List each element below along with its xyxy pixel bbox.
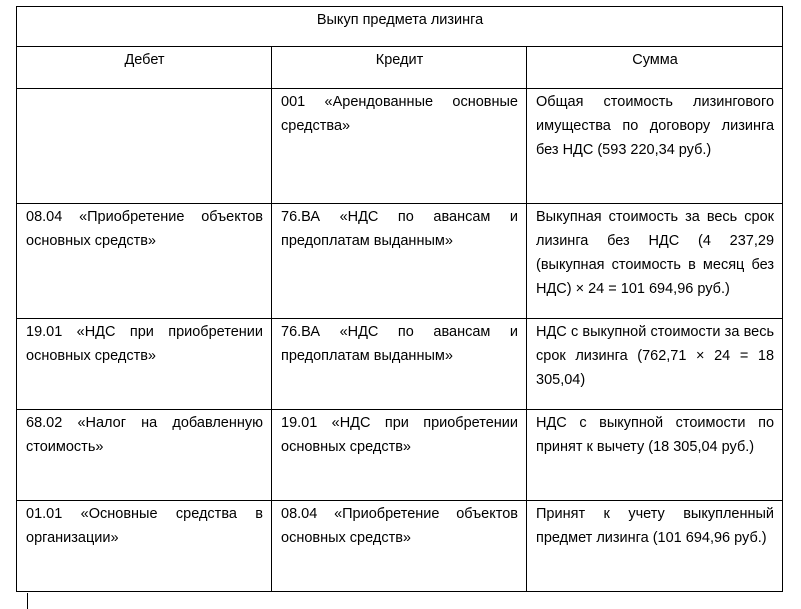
cell-credit[interactable]: [272, 410, 527, 501]
table-row: [17, 410, 783, 501]
cell-debit-text: 19.01 «НДС при приобретении основных средств»: [26, 324, 263, 364]
cell-debit[interactable]: [17, 319, 272, 410]
header-debit[interactable]: Дебет: [17, 47, 272, 89]
cell-sum-text: Выкупная стоимость за весь срок лизинга без НДС (4 237,29 (выкупная стоимость в месяц без НДС) × 24 = 101 694,96 руб.): [536, 209, 775, 297]
cell-sum-text: НДС с выкупной стоимости за весь срок лизинга (762,71 × 24 = 18 305,04): [536, 324, 775, 388]
cell-sum-text: Общая стоимость лизингового имущества по договору лизинга без НДС (593 220,34 руб.): [536, 94, 775, 158]
cell-sum[interactable]: [527, 319, 783, 410]
table-row: [17, 501, 783, 592]
leasing-buyout-table: [16, 6, 783, 592]
cell-credit-text: 19.01 «НДС при приобретении основных средств»: [281, 415, 518, 455]
table-title-row: [17, 7, 783, 47]
cell-debit[interactable]: [17, 410, 272, 501]
cell-sum[interactable]: [527, 204, 783, 319]
cell-credit[interactable]: [272, 89, 527, 204]
header-credit[interactable]: Кредит: [272, 47, 527, 89]
cell-credit[interactable]: [272, 204, 527, 319]
table-row: [17, 204, 783, 319]
text-cursor: [27, 593, 28, 609]
cell-debit[interactable]: [17, 89, 272, 204]
cell-sum[interactable]: [527, 410, 783, 501]
table-title[interactable]: Выкуп предмета лизинга: [17, 7, 783, 47]
cell-sum[interactable]: [527, 501, 783, 592]
cell-credit-text: 76.ВА «НДС по авансам и предоплатам выданным»: [281, 209, 518, 249]
cell-sum-text: Принят к учету выкупленный предмет лизинга (101 694,96 руб.): [536, 506, 775, 546]
header-sum[interactable]: Сумма: [527, 47, 783, 89]
cell-sum-text: НДС с выкупной стоимости по принят к вычету (18 305,04 руб.): [536, 415, 775, 455]
table-header-row: [17, 47, 783, 89]
cell-debit-text: 01.01 «Основные средства в организации»: [26, 506, 263, 546]
cell-debit[interactable]: [17, 204, 272, 319]
cell-sum[interactable]: [527, 89, 783, 204]
cell-credit-text: 001 «Арендованные основные средства»: [281, 94, 518, 134]
cell-debit-text: 08.04 «Приобретение объектов основных средств»: [26, 209, 263, 249]
cell-debit-text: 68.02 «Налог на добавленную стоимость»: [26, 415, 263, 455]
cell-debit[interactable]: [17, 501, 272, 592]
cell-credit-text: 08.04 «Приобретение объектов основных средств»: [281, 506, 518, 546]
table-row: [17, 89, 783, 204]
cell-credit[interactable]: [272, 501, 527, 592]
table-row: [17, 319, 783, 410]
cell-credit[interactable]: [272, 319, 527, 410]
cell-credit-text: 76.ВА «НДС по авансам и предоплатам выданным»: [281, 324, 518, 364]
